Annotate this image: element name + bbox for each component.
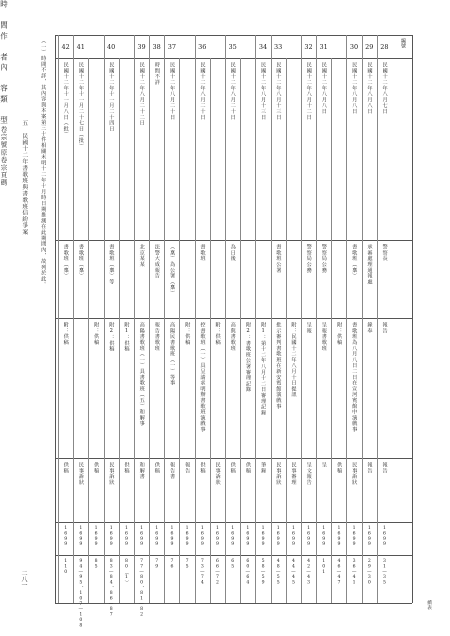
record-time: 民國十二年八月十三日 (260, 62, 267, 120)
record-type: 和解書 (138, 462, 145, 480)
column-divider (346, 35, 347, 603)
column-divider (362, 35, 363, 603)
header-author: 作 者 (0, 31, 9, 63)
header-content: 內 容 (0, 63, 9, 95)
volume-page-divider (55, 555, 412, 556)
record-no: 42 (61, 43, 70, 51)
table-left-border (55, 35, 56, 603)
record-type: 民事訴狀 (351, 462, 358, 486)
record-vol: 1699 (382, 526, 387, 548)
record-page: 101 (321, 559, 327, 576)
author-content-divider (55, 318, 412, 319)
type-volume-divider (55, 522, 412, 523)
record-vol: 1699 (321, 526, 327, 548)
record-no: 37 (167, 43, 176, 51)
record-author: 警察局公務 (305, 244, 312, 273)
record-content: 附：民國十二年八月十日提訊 (290, 322, 297, 398)
record-page: 29—30 (366, 559, 372, 586)
record-author: 書歌班（稟）等 (108, 244, 115, 285)
record-author: 書歌班（稟） (351, 244, 358, 279)
column-divider (210, 58, 211, 603)
record-type: 民事訴狀 (77, 462, 84, 486)
record-time: 民國十二年十一月二十七日（批） (77, 62, 84, 149)
record-vol: 1699 (215, 526, 220, 548)
column-divider (240, 58, 241, 603)
record-author: 為日後 (229, 244, 236, 262)
record-time: 時間不詳 (153, 62, 160, 86)
record-content: 附1：供稿 (123, 322, 130, 352)
column-divider (255, 35, 256, 603)
corner-label: 編號 (400, 38, 406, 48)
record-content: 書歌班為八月八日二日在宣河賓館中演戲事 (351, 322, 358, 433)
record-content: 報告書歌班 (153, 322, 160, 351)
page-number: 二八一 (20, 570, 27, 588)
record-type: 民事訴狀 (108, 462, 115, 486)
record-author: 承審處理通報處 (366, 244, 373, 285)
record-content: 呈報書歌班 (320, 322, 327, 351)
record-time: 民國十二年八月二十日 (199, 62, 206, 120)
record-page: 31—35 (382, 559, 387, 586)
record-page: 94—95、107—108 (78, 559, 84, 629)
column-divider (149, 35, 150, 603)
record-vol: 1699 (78, 526, 84, 548)
record-content: 高與書歌班 (229, 322, 236, 351)
record-page: 83—84、86—87 (108, 559, 114, 618)
record-content: 附1：第十二年八月十二日審理記錄 (260, 322, 267, 416)
record-no: 41 (76, 43, 85, 51)
record-page: 36—41 (351, 559, 357, 586)
record-no: 33 (273, 43, 283, 51)
record-vol: 1699 (336, 526, 342, 548)
record-vol: 1699 (306, 526, 312, 548)
record-vol: 1699 (154, 526, 160, 548)
record-author: 警察局公務 (320, 244, 327, 273)
record-type: 報告 (381, 462, 388, 474)
record-time: 民國十二年八月七日 (381, 62, 388, 115)
record-type: 供稿 (62, 462, 69, 474)
record-type: 民事訴狀 (214, 462, 221, 486)
record-time: 民國十二年八月十二日 (305, 62, 312, 120)
record-type: 供稿 (153, 462, 160, 474)
record-page: 79 (154, 559, 160, 570)
record-no: 29 (365, 43, 374, 51)
record-time: 民國十二年十一月八日（批） (62, 62, 69, 138)
record-vol: 1699 (184, 526, 190, 548)
column-divider (271, 35, 272, 603)
record-content: 報告 (381, 322, 388, 334)
record-no: 32 (304, 43, 313, 51)
record-content: 高陽民書歌班（一）等事 (169, 322, 176, 386)
record-vol: 1699 (199, 526, 205, 548)
record-type: 呈 (320, 462, 327, 468)
record-page: 77—80、81—82 (139, 559, 145, 618)
table-right-border (412, 35, 413, 603)
record-no: 30 (349, 43, 359, 51)
column-divider (119, 58, 120, 603)
record-time: 民國十二年八月八日 (366, 62, 373, 115)
record-type: 報告 (184, 462, 191, 474)
record-page: 76 (169, 559, 175, 570)
record-page: 42—43 (306, 559, 312, 586)
header-type: 類 型 (0, 94, 9, 126)
record-no: 38 (152, 43, 161, 51)
record-type: 民事審理 (290, 462, 297, 486)
record-content: 附：供稿 (93, 322, 100, 346)
record-vol: 1699 (139, 526, 145, 548)
record-vol: 1699 (366, 526, 372, 548)
record-content: 附：供稿 (184, 322, 191, 346)
record-page: 73—74 (199, 559, 205, 586)
record-type: 筆錄 (260, 462, 267, 474)
record-type: 報告書 (169, 462, 176, 480)
column-divider (195, 35, 196, 603)
record-time: 民國十二年八月八日 (320, 62, 327, 115)
record-vol: 1699 (230, 526, 236, 548)
column-divider (73, 35, 74, 603)
footnote: （一）時間不詳，其內容與本案第三十件相關未明十二年十月時日期推測在此期間內，故列於此。 (40, 38, 47, 288)
record-page: 80（1） (123, 559, 129, 586)
record-content: 附：供稿 (336, 322, 343, 346)
header-volume: 卷宗號 (0, 126, 8, 149)
record-time: 民國十二年八月八日 (351, 62, 358, 115)
table-top-border (55, 35, 412, 36)
record-page: 66—72 (215, 559, 220, 586)
record-type: 民事訴狀 (275, 462, 282, 486)
column-divider (164, 35, 165, 603)
column-divider (286, 58, 287, 603)
record-no: 28 (380, 43, 389, 51)
record-page: 65 (230, 559, 236, 570)
record-vol: 1699 (93, 526, 99, 548)
column-divider (58, 35, 59, 603)
record-content: 呈報 (305, 322, 312, 334)
record-no: 39 (137, 43, 146, 51)
record-time: 民國十二年十一月二十四日 (108, 62, 115, 132)
header-page: 原卷宗頁碼 (0, 148, 8, 186)
side-tab: 續表 (426, 600, 432, 610)
column-divider (225, 35, 226, 603)
column-divider (301, 35, 302, 603)
record-vol: 1699 (108, 526, 114, 548)
record-type: 供稿 (123, 462, 130, 474)
record-no: 36 (198, 43, 207, 51)
record-content: 附：供稿 (214, 322, 221, 346)
record-page: 75 (184, 559, 190, 570)
column-divider (134, 35, 135, 603)
record-time: 民國十二年八月二十二日 (138, 62, 145, 126)
record-no: 34 (258, 43, 268, 51)
record-page: 110 (63, 559, 69, 576)
record-page: 46—47 (336, 559, 342, 586)
record-vol: 1699 (275, 526, 281, 548)
column-divider (377, 35, 378, 603)
record-time: 民國十二年八月十三日 (275, 62, 282, 120)
record-author: 北京某某 (138, 244, 145, 268)
record-page: 58—59 (260, 559, 266, 586)
record-content: 高陽書歌班（一）具書歌班（五）和解事 (138, 322, 145, 427)
record-time: 民國十二年八月二十日 (169, 62, 176, 120)
record-author: 警察長 (381, 244, 388, 262)
record-type: 供稿 (199, 462, 206, 474)
content-type-divider (55, 458, 412, 459)
column-divider (179, 58, 180, 603)
record-content: 錄奉 (366, 322, 373, 334)
record-vol: 1699 (245, 526, 251, 548)
column-divider (88, 58, 89, 603)
record-content: 控書歌班（一）具呈請求明辦書歌班演戲事 (199, 322, 206, 433)
record-vol: 1699 (169, 526, 175, 548)
footer-title: 五 民國十二年書歌班與書歌班信紛爭案 (20, 120, 27, 236)
record-type: 供稿 (229, 462, 236, 474)
record-page: 85 (93, 559, 99, 570)
record-vol: 1699 (351, 526, 357, 548)
column-divider (331, 58, 332, 603)
record-no: 35 (228, 43, 237, 51)
header-time: 時 間 (0, 0, 9, 32)
record-time: 民國十二年八月二十日 (229, 62, 236, 120)
record-no: 40 (106, 43, 116, 51)
record-content: 附2：供稿 (108, 322, 115, 352)
record-type: 報告 (366, 462, 373, 474)
record-page: 48—55 (275, 559, 281, 586)
record-page: 44—45 (290, 559, 296, 586)
header-row-bottom-border (55, 58, 412, 59)
record-content: 附：供稿 (62, 322, 69, 346)
record-author: 法警大成報告 (153, 244, 160, 279)
record-type: 供稿 (336, 462, 343, 474)
record-content: 附2：書歌班公署審理記錄 (244, 322, 251, 393)
record-type: 呈文報告 (305, 462, 312, 486)
column-divider (104, 35, 105, 603)
record-author: 書歌班公署 (275, 244, 282, 273)
record-page: 60—64 (245, 559, 251, 586)
record-vol: 1699 (63, 526, 69, 548)
record-author: 書歌班（稟） (77, 244, 84, 279)
record-vol: 1699 (260, 526, 266, 548)
record-content: 批示審判書歌班在新安賓館演戲事 (275, 322, 282, 409)
record-author: （稟）為公署（稟） (169, 244, 176, 297)
time-author-divider (55, 240, 412, 241)
record-type: 供稿 (93, 462, 100, 474)
record-no: 31 (319, 43, 328, 51)
record-author: 書歌班（稟） (62, 244, 69, 279)
record-type: 供稿 (244, 462, 251, 474)
record-vol: 1699 (123, 526, 129, 548)
column-divider (316, 35, 317, 603)
record-vol: 1699 (290, 526, 296, 548)
record-author: 書歌班 (199, 244, 206, 262)
